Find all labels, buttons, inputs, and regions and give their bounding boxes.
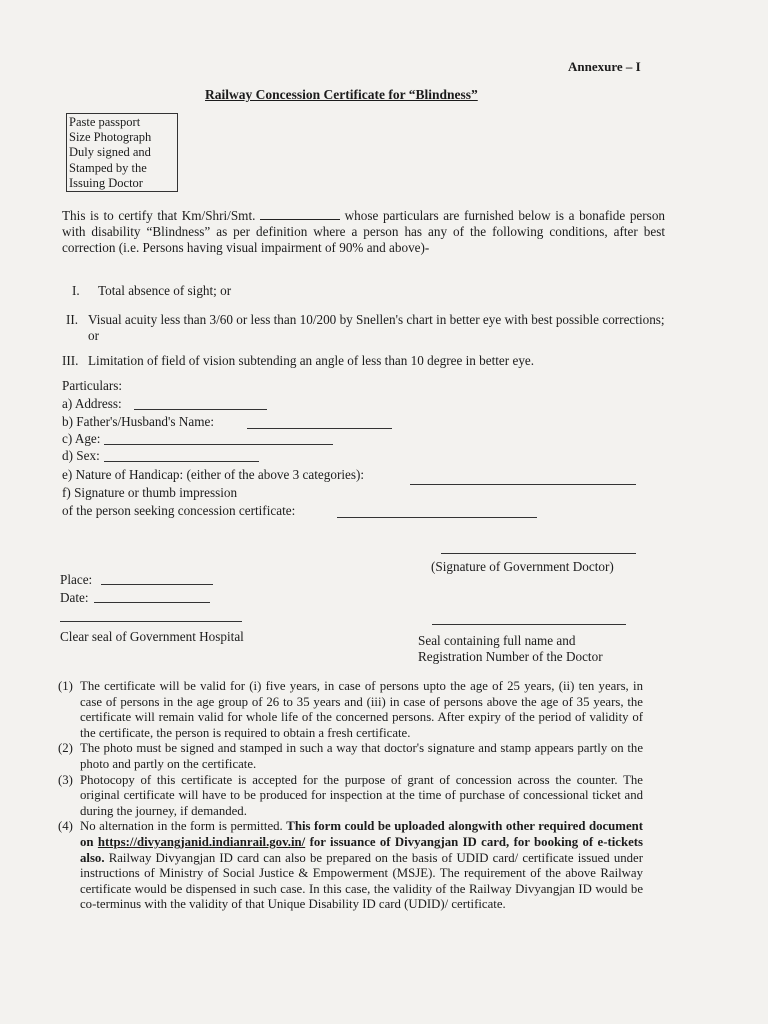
doctor-seal-label-line2: Registration Number of the Doctor — [418, 649, 603, 664]
condition-number: I. — [72, 283, 80, 298]
condition-item — [72, 283, 662, 299]
father-name-label: b) Father's/Husband's Name: — [62, 414, 214, 429]
signature-label-line2: of the person seeking concession certificate: — [62, 503, 296, 518]
photo-box-line: Stamped by the — [69, 160, 147, 175]
intro-text-start: This is to certify that Km/Shri/Smt. — [62, 208, 256, 223]
doctor-signature-line[interactable] — [441, 553, 636, 554]
note-item — [58, 773, 643, 820]
address-blank[interactable] — [134, 409, 267, 410]
note-text — [80, 819, 643, 913]
place-blank[interactable] — [101, 584, 213, 585]
doctor-signature-label: (Signature of Government Doctor) — [431, 559, 614, 574]
sex-label: d) Sex: — [62, 448, 100, 463]
age-label: c) Age: — [62, 431, 101, 446]
name-blank[interactable] — [260, 208, 340, 220]
photo-placeholder-box — [66, 113, 178, 192]
sex-blank[interactable] — [104, 461, 259, 462]
photo-box-line: Duly signed and — [69, 145, 151, 160]
intro-text-end: whose particulars are furnished below is a bonafide person with disability “Blindness” as per definition where a person has any of the following conditions, after best correction (i.e. Persons having visual impairment of 90% and above)- — [62, 208, 666, 255]
condition-text: Total absence of sight; or — [98, 283, 232, 298]
note-text: The certificate will be valid for (i) five years, in case of persons upto the age of 25 years, (ii) ten years, in case of persons in the age group of 26 to 35 years and (iii) in case of persons above the age of 35 years, the certificate will remain valid for whole life of the concerned persons. After expiry of the period of validity of the certificate, the person is required to obtain a fresh certificate. — [80, 679, 643, 740]
note-item — [58, 819, 643, 913]
date-blank[interactable] — [94, 602, 210, 603]
handicap-label: e) Nature of Handicap: (either of the above 3 categories): — [62, 467, 365, 482]
portal-link[interactable]: https://divyangjanid.indianrail.gov.in/ — [97, 834, 306, 849]
note-number: (3) — [58, 772, 73, 787]
father-name-blank[interactable] — [247, 428, 392, 429]
photo-box-line: Size Photograph — [69, 130, 152, 145]
signature-label-line1: f) Signature or thumb impression — [62, 485, 238, 500]
condition-number: II. — [66, 312, 79, 327]
notes-list — [58, 679, 643, 913]
handicap-blank[interactable] — [410, 484, 636, 485]
note-bold-text: for issuance of Divyangjan ID card, for booking of e-tickets also. — [80, 834, 644, 865]
date-label: Date: — [60, 590, 89, 605]
note-item — [58, 679, 643, 741]
condition-item — [62, 353, 672, 369]
note-bold-text: This form could be uploaded alongwith other required document on — [80, 819, 644, 849]
place-label: Place: — [60, 572, 93, 587]
note-item — [58, 741, 643, 772]
note-number: (4) — [58, 819, 73, 834]
condition-text: Limitation of field of vision subtending an angle of less than 10 degree in better eye. — [88, 353, 535, 368]
photo-box-line: Issuing Doctor — [69, 175, 143, 190]
particulars-heading: Particulars: — [62, 378, 123, 393]
doctor-seal-line[interactable] — [432, 624, 626, 625]
condition-number: III. — [62, 353, 79, 368]
note-rest-text: Railway Divyangjan ID card can also be prepared on the basis of UDID card/ certificate issued under instructions of Ministry of Social Justice & Empowerment (MSJE). The requirement of the above Railway certificate would be dispensed in such case. In this case, the validity of the Railway Divyangjan ID would be co-terminus with the validity of that Unique Disability ID card (UDID)/ certificate. — [80, 850, 643, 912]
doctor-seal-label-line1: Seal containing full name and — [418, 633, 576, 648]
photo-box-line: Paste passport — [69, 115, 141, 129]
condition-text: Visual acuity less than 3/60 or less than 10/200 by Snellen's chart in better eye with best possible corrections; or — [88, 312, 665, 343]
annexure-label: Annexure – I — [568, 59, 641, 74]
hospital-seal-line[interactable] — [60, 621, 242, 622]
age-blank[interactable] — [104, 444, 333, 445]
page-title: Railway Concession Certificate for “Blindness” — [205, 87, 478, 102]
signature-blank[interactable] — [337, 517, 537, 518]
note-number: (1) — [58, 679, 73, 693]
hospital-seal-label: Clear seal of Government Hospital — [60, 629, 244, 644]
note-text: The photo must be signed and stamped in such a way that doctor's signature and stamp appears partly on the photo and partly on the certificate. — [80, 741, 643, 771]
condition-item — [66, 312, 666, 344]
note-text: Photocopy of this certificate is accepted for the purpose of grant of concession across the counter. The original certificate will have to be produced for inspection at the time of purchase of concessional ticket and during the journey, if demanded. — [80, 772, 643, 818]
address-label: a) Address: — [62, 396, 122, 411]
certification-paragraph — [62, 208, 665, 256]
note-number: (2) — [58, 741, 73, 756]
note-lead-text: No alternation in the form is permitted. — [80, 819, 283, 834]
